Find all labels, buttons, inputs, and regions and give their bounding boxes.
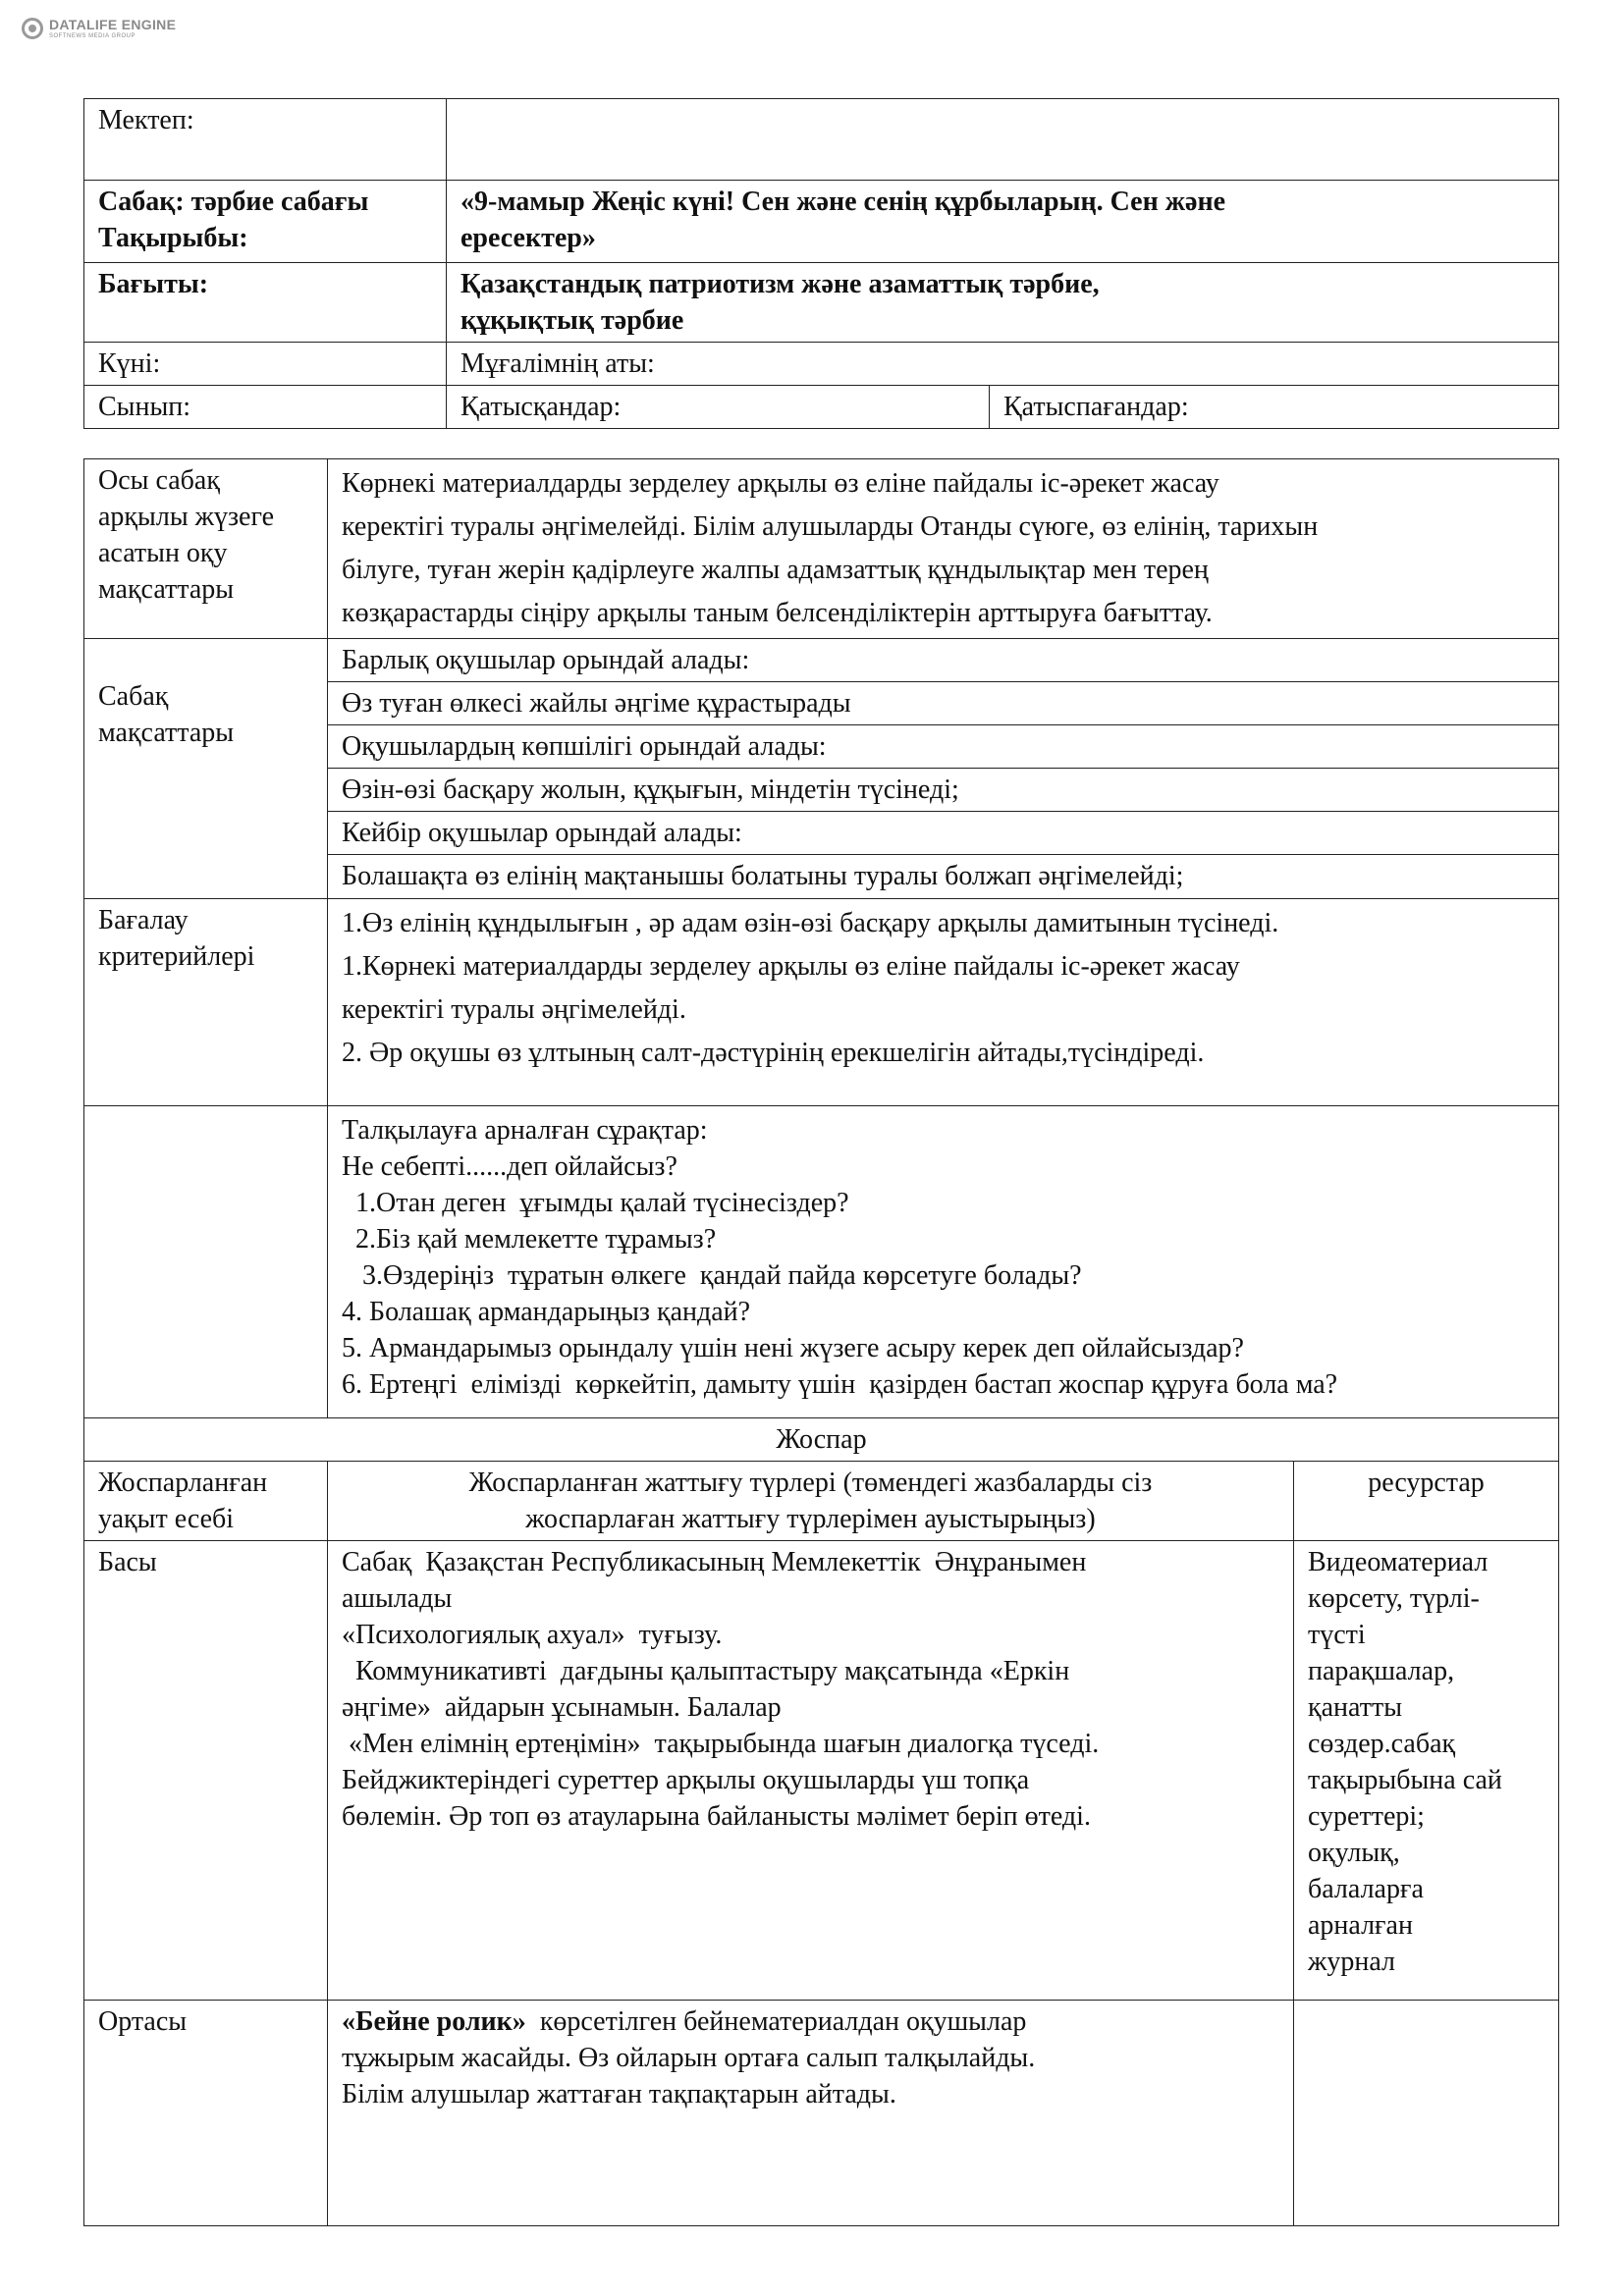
present-label: Қатысқандар: <box>447 386 990 429</box>
eye-logo-icon <box>22 18 43 39</box>
criteria-label: Бағалау критерийлері <box>84 899 328 1106</box>
class-label: Сынып: <box>84 386 447 429</box>
stage-middle-activities: «Бейне ролик» көрсетілген бейнематериалдан оқушылар тұжырым жасайды. Өз ойларын ортаға салып талқылайды. Білім алушылар жаттаған тақпақтарын айтады. <box>328 2001 1294 2226</box>
watermark-title: DATALIFE ENGINE <box>49 17 177 32</box>
goal-row: Барлық оқушылар орындай алады: <box>328 639 1559 682</box>
direction-label: Бағыты: <box>84 263 447 343</box>
plan-title: Жоспар <box>84 1418 1559 1462</box>
watermark <box>22 18 176 39</box>
school-value <box>447 99 1559 181</box>
stage-start-resources: Видеоматериал көрсету, түрлі- түсті парақшалар, қанатты сөздер.сабақ тақырыбына сай суреттері; оқулық, балаларға арналған журнал <box>1294 1541 1559 2001</box>
lesson-topic: «9-мамыр Жеңіс күні! Сен және сенің құрбыларың. Сен және ересектер» <box>447 181 1559 263</box>
lesson-label: Сабақ: тәрбие сабағы Тақырыбы: <box>84 181 447 263</box>
stage-middle-resources <box>1294 2001 1559 2226</box>
criteria-text: 1.Өз елінің құндылығын , әр адам өзін-өзі басқару арқылы дамитынын түсінеді. 1.Көрнекі материалдарды зерделеу арқылы өз еліне пайдалы іс-әрекет жасау керектігі туралы әңгімелейді. 2. Әр оқушы өз ұлтының салт-дәстүрінің ерекшелігін айтады,түсіндіреді. <box>328 899 1559 1106</box>
teacher-label: Мұғалімнің аты: <box>447 343 1559 386</box>
objectives-text: Көрнекі материалдарды зерделеу арқылы өз еліне пайдалы іс-әрекет жасау керектігі туралы әңгімелейді. Білім алушыларды Отанды сүюге, өз елінің, тарихын білуге, туған жерін қадірлеуге жалпы адамзаттық құндылықтар мен терең көзқарастарды сіңіру арқылы таным белсенділіктерін арттыруға бағыттау. <box>328 459 1559 639</box>
goal-row: Өзін-өзі басқару жолын, құқығын, міндетін түсінеді; <box>328 769 1559 812</box>
goal-row: Өз туған өлкесі жайлы әңгіме құрастырады <box>328 682 1559 725</box>
stage-start-activities: Сабақ Қазақстан Республикасының Мемлекеттік Әнұранымен ашылады «Психологиялық ахуал» туғызу. Коммуникативті дағдыны қалыптастыру мақсатында «Еркін әңгіме» айдарын ұсынамын. Балалар «Мен елімнің ертеңімін» тақырыбында шағын диалогқа түседі. Бейджиктеріндегі суреттер арқылы оқушыларды үш топқа бөлемін. Әр топ өз атауларына байланысты мәлімет беріп өтеді. <box>328 1541 1294 2001</box>
video-roll-label: «Бейне ролик» <box>342 2006 526 2037</box>
date-label: Күні: <box>84 343 447 386</box>
goal-row: Оқушылардың көпшілігі орындай алады: <box>328 725 1559 769</box>
school-label: Мектеп: <box>84 99 447 181</box>
main-table <box>83 458 1559 2226</box>
watermark-subtitle: SOFTNEWS MEDIA GROUP <box>49 33 136 39</box>
plan-col-activities: Жоспарланған жаттығу түрлері (төмендегі жазбаларды сіз жоспарлаған жаттығу түрлерімен ауыстырыңыз) <box>328 1462 1294 1541</box>
stage-middle: Ортасы <box>84 2001 328 2226</box>
discussion-label <box>84 1106 328 1418</box>
objectives-label: Осы сабақ арқылы жүзеге асатын оқу мақсаттары <box>84 459 328 639</box>
stage-start: Басы <box>84 1541 328 2001</box>
discussion-text: Талқылауға арналған сұрақтар: Не себепті......деп ойлайсыз? 1.Отан деген ұғымды қалай түсінесіздер? 2.Біз қай мемлекетте тұрамыз? 3.Өздеріңіз тұратын өлкеге қандай пайда көрсетуге болады? 4. Болашақ армандарыңыз қандай? 5. Армандарымыз орындалу үшін нені жүзеге асыру керек деп ойлайсыздар? 6. Ертеңгі елімізді көркейтіп, дамыту үшін қазірден бастап жоспар құруға бола ма? <box>328 1106 1559 1418</box>
goal-row: Болашақта өз елінің мақтанышы болатыны туралы болжап әңгімелейді; <box>328 855 1559 899</box>
plan-col-time: Жоспарланған уақыт есебі <box>84 1462 328 1541</box>
lesson-goals-label: Сабақ мақсаттары <box>84 639 328 899</box>
plan-col-resources: ресурстар <box>1294 1462 1559 1541</box>
direction-value: Қазақстандық патриотизм және азаматтық тәрбие, құқықтық тәрбие <box>447 263 1559 343</box>
goal-row: Кейбір оқушылар орындай алады: <box>328 812 1559 855</box>
header-table <box>83 98 1559 429</box>
absent-label: Қатыспағандар: <box>990 386 1559 429</box>
